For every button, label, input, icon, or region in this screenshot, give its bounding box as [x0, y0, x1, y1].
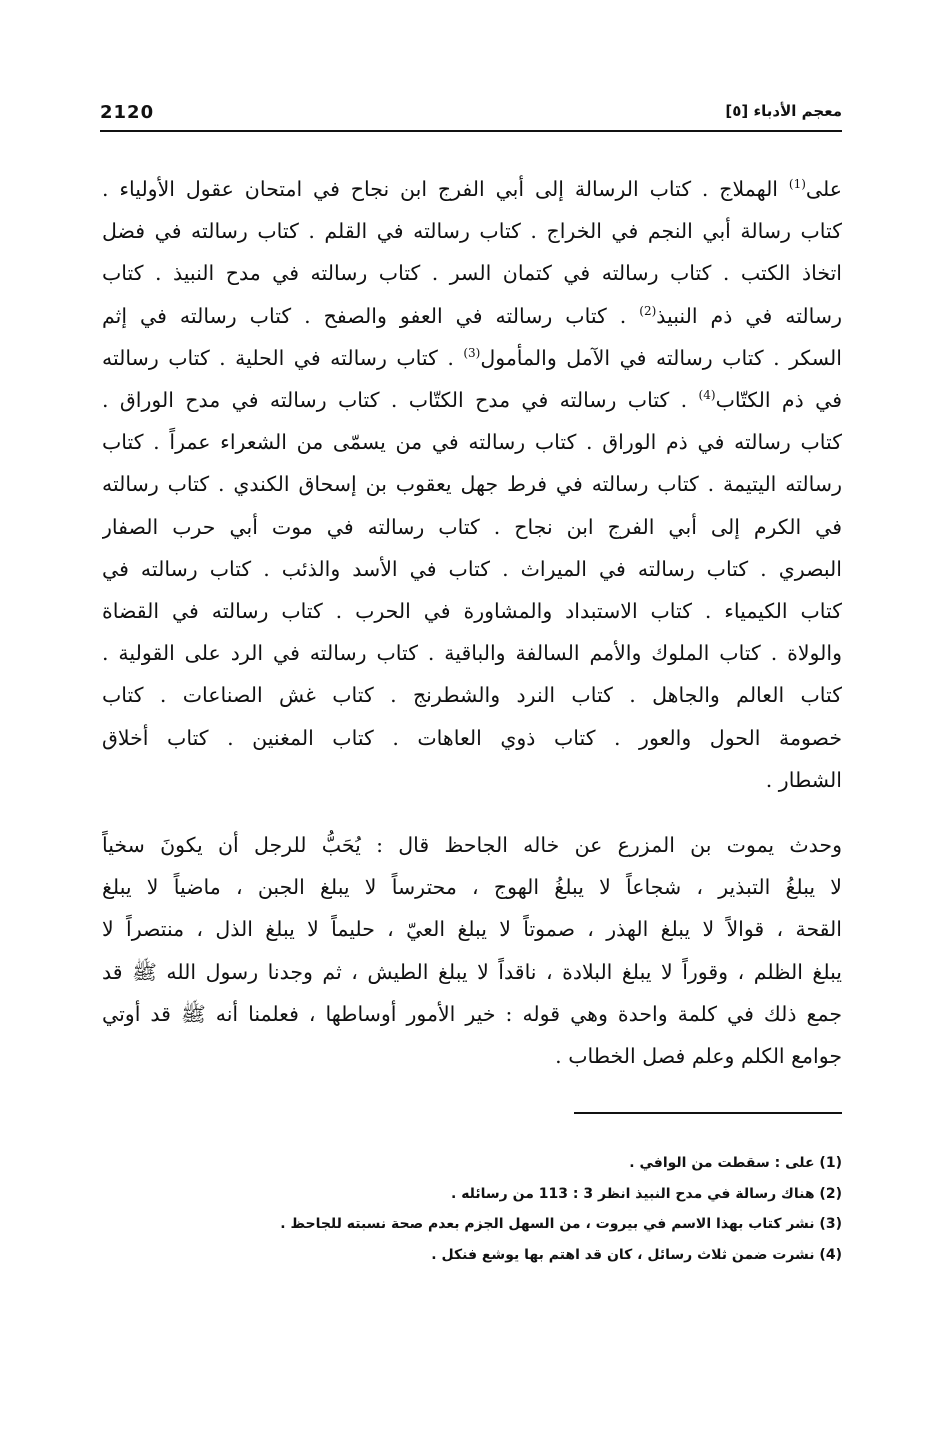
text-line: وحدث يموت بن المزرع عن خاله الجاحظ قال : يُحَبُّ للرجل أن يكونَ سخياً: [102, 833, 842, 857]
text-line: [102, 548, 842, 590]
text-line: القحة ، قوالاً لا يبلغ الهذر ، صموتاً لا يبلغ العيّ ، حليماً لا يبلغ الذل ، منتصراً لا: [102, 917, 842, 942]
line-prefix: رسالته في ذم النبيذ: [656, 303, 842, 328]
line-text: اتخاذ الكتب . كتاب رسالته في كتمان السر . كتاب رسالته في مدح النبيذ . كتاب: [102, 261, 842, 286]
footnote: (3) نشر كتاب بهذا الاسم في بيروت ، من السهل الجزم بعدم صحة نسبته للجاحظ .: [280, 1216, 842, 1232]
footnote-marker: (1): [788, 177, 806, 192]
text-line: [102, 295, 842, 337]
line-text: كتاب العالم والجاهل . كتاب النرد والشطرنج . كتاب غش الصناعات . كتاب: [102, 683, 842, 708]
line-text: خصومة الحول والعور . كتاب ذوي العاهات . كتاب المغنين . كتاب أخلاق: [102, 725, 842, 750]
line-text: كتاب رسالة أبي النجم في الخراج . كتاب رسالته في القلم . كتاب رسالته في فضل: [102, 219, 842, 244]
text-line: [102, 252, 842, 294]
text-line: [102, 759, 842, 801]
footnote: (2) هناك رسالة في مدح النبيذ انظر 3 : 113 من رسائله .: [451, 1185, 842, 1202]
line-prefix: السكر . كتاب رسالته في الآمل والمأمول: [480, 345, 842, 370]
line-text: . كتاب رسالته في العفو والصفح . كتاب رسالته في إثم: [102, 303, 627, 328]
line-text: . كتاب رسالته في الحلية . كتاب رسالته: [102, 345, 454, 370]
line-text: البصري . كتاب رسالته في الميراث . كتاب في الأسد والذئب . كتاب رسالته في: [102, 556, 842, 581]
page-number: 2120: [100, 102, 155, 123]
text-line: يبلغ الظلم ، وقوراً لا يبلغ البلادة ، ناقداً لا يبلغ الطيش ، ثم وجدنا رسول الله ﷺ قد: [102, 959, 842, 984]
text-line: [102, 717, 842, 759]
text-line: [102, 421, 842, 463]
line-text: الهملاج . كتاب الرسالة إلى أبي الفرج ابن نجاح في امتحان عقول الأولياء .: [102, 177, 779, 201]
text-line: [102, 379, 842, 421]
line-text: كتاب رسالته في ذم الوراق . كتاب رسالته في من يسمّى من الشعراء عمراً . كتاب: [102, 430, 842, 455]
line-text: كتاب الكيمياء . كتاب الاستبداد والمشاورة في الحرب . كتاب رسالته في القضاة: [102, 599, 842, 624]
body-paragraph-1: [102, 168, 842, 801]
footnote-divider: [574, 1112, 842, 1114]
text-line: [102, 506, 842, 548]
line-text: رسالته اليتيمة . كتاب رسالته في فرط جهل يعقوب بن إسحاق الكندي . كتاب رسالته: [102, 472, 842, 497]
text-line: جمع ذلك في كلمة واحدة وهي قوله : خير الأمور أوساطها ، فعلمنا أنه ﷺ قد أوتي: [102, 1001, 842, 1026]
page-header: [100, 96, 842, 132]
footnotes: [102, 1148, 842, 1270]
text-line: [102, 168, 842, 210]
text-line: جوامع الكلم وعلم فصل الخطاب .: [555, 1044, 842, 1069]
footnote: (4) نشرت ضمن ثلاث رسائل ، كان قد اهتم بها يوشع فنكل .: [431, 1246, 842, 1263]
line-prefix: في ذم الكتّاب: [715, 388, 842, 413]
footnote: (1) على : سقطت من الوافي .: [629, 1155, 842, 1171]
line-prefix: على: [805, 177, 842, 201]
text-line: [102, 337, 842, 379]
text-line: [102, 632, 842, 674]
text-line: لا يبلغُ التبذير ، شجاعاً لا يبلغُ الهوج ، محترساً لا يبلغ الجبن ، ماضياً لا يبلغ: [102, 875, 842, 900]
body-paragraph-2: [102, 824, 842, 1077]
line-text: الشطار .: [765, 767, 842, 792]
footnote-marker: (3): [463, 345, 481, 360]
footnote-marker: (2): [639, 303, 657, 318]
line-text: في الكرم إلى أبي الفرج ابن نجاح . كتاب رسالته في موت أبي حرب الصفار: [102, 514, 842, 539]
running-title: معجم الأدباء [٥]: [725, 102, 842, 120]
line-text: والولاة . كتاب الملوك والأمم السالفة والباقية . كتاب رسالته في الرد على القولية .: [102, 641, 842, 666]
text-line: [102, 463, 842, 505]
footnote-marker: (4): [698, 388, 716, 403]
text-line: [102, 590, 842, 632]
line-text: . كتاب رسالته في مدح الكتّاب . كتاب رسالته في مدح الوراق .: [102, 388, 688, 413]
text-line: [102, 210, 842, 252]
text-line: [102, 674, 842, 716]
